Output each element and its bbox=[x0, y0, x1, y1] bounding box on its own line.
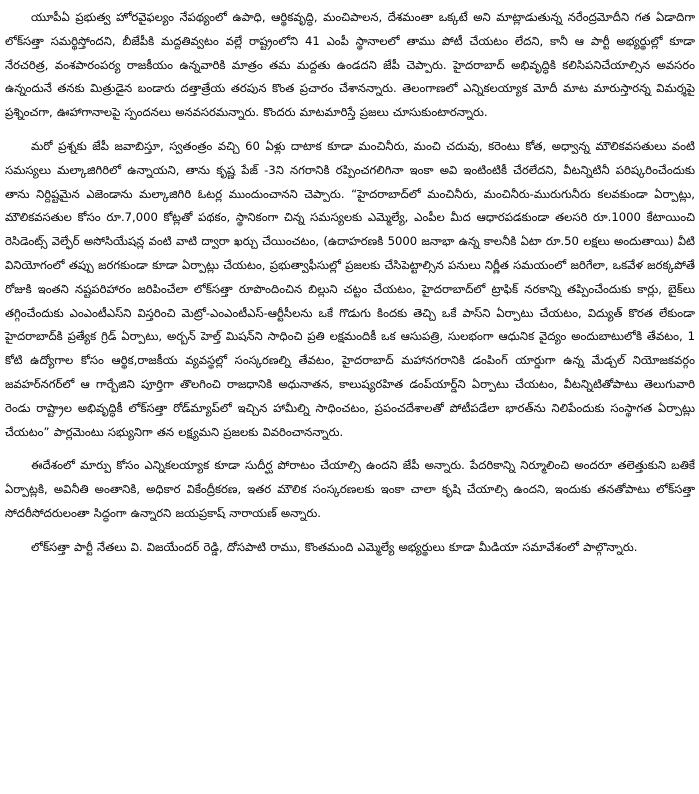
article-paragraph-4: లోక్‌సత్తా పార్టీ నేతలు వి. విజయేందర్ రెడ్డి, దోసపాటి రాము, కొంతమంది ఎమ్మెల్యే అభ్యర్థులు కూడా మీడియా సమావేశంలో పాల్గొన్నారు. bbox=[31, 539, 638, 554]
article-paragraph-1: యూపీఏ ప్రభుత్వ హోరవైఫల్యం నేపథ్యంలో ఉపాధి, ఆర్థికవృద్ధి, మంచిపాలన, దేశమంతా ఒక్కటే అని మాట్లాడుతున్న నరేంద్రమోదీని గత ఏడాదిగా లోక్‌సత్తా సమర్థిస్తోందని, బీజేపీకి మద్దతివ్వటం వల్లే రాష్ట్రంలోని 41 ఎంపీ స్థానాలలో తాము పోటీ చేయటం లేదని, కానీ ఆ పార్టీ అభ్యర్థుల్లో కూడా నేరచరిత్ర, వంశపారంపర్య రాజకీయం ఉన్నవారికి మాత్రం తమ మద్దతు ఉండదని జేపీ చెప్పారు. హైదరాబాద్ అభివృద్ధికి కలిసిపనిచేయాల్సిన అవసరం ఉన్నందునే తనకు మిత్రుడైన బండారు దత్తాత్రేయ తరపున కొంత ప్రచారం చేశానన్నారు. తెలంగాణలో ఎన్నికలయ్యాక మోదీ మాట మారుస్తారన్న విమర్శపై ప్రశ్నించగా, ఊహాగానాలపై స్పందనలు అనవసరమన్నారు. కొందరు మాటమారిస్తే ప్రజలు చూసుకుంటారన్నారు. bbox=[5, 10, 695, 120]
article-paragraph-2: మరో ప్రశ్నకు జేపీ జవాబిస్తూ, స్వతంత్రం వచ్చి 60 ఏళ్లు దాటాక కూడా మంచినీరు, మంచి చదువు, కరెంటు కోత, అధ్వాన్న మౌలికవసతులు వంటి సమస్యలు మల్కాజిగిరిలో ఉన్నాయని, తాను కృష్ణ పేజ్ -3ని నగరానికి రప్పించగలిగినా ఇంకా అవి ఇంటింటికీ చేరలేదని, వీటన్నిటినీ పరిష్కరించేందుకు తాను నిర్దిష్టమైన ఎజెండాను మల్కాజిగిరి ఓటర్ల ముందుంచానని చెప్పారు. “హైదరాబాద్‌లో మంచినీరు, మంచినీరు-మురుగునీరు కలవకుండా ఏర్పాట్లు, మౌలికవసతుల కోసం రూ.7,000 కోట్లతో పథకం, స్థానికంగా చిన్న సమస్యలకు ఎమ్మెల్యే, ఎంపీల మీద ఆధారపడకుండా తలసరి రూ.1000 కేటాయించి రెసిడెంట్స్ వెల్ఫేర్ అసోసియేషన్ల వంటి వాటి ద్వారా ఖర్చు చేయించటం, (ఉదాహరణకి 5000 జనాభా ఉన్న కాలనీకి ఏటా రూ.50 లక్షలు అందుతాయి) వీటి వినియోగంలో తప్పు జరగకుండా కూడా ఏర్పాట్లు చేయటం, ప్రభుత్వాఫీసుల్లో ప్రజలకు చేసిపెట్టాల్సిన పనులు నిర్ణీత సమయంలో జరిగేలా, ఒకవేళ జరక్కపోతే రోజుకి ఇంతని నష్టపరిహారం జరిపించేలా లోక్‌సత్తా రూపొందించిన బిల్లుని చట్టం చేయటం, హైదరాబాద్‌లో ట్రాఫిక్ నరకాన్ని తప్పించేందుకు కార్లు, బైక్‌లు తగ్గించేందుకు ఎంఎంటీఎస్‌ని విస్తరించి మెట్రో-ఎంఎంటీఎస్-ఆర్టీసీలను ఒకే గొడుగు కిందకు తెచ్చి ఒకే పాస్‌ని ఏర్పాటు చేయటం, విద్యుత్ కొరత లేకుండా హైదరాబాద్‌కి ప్రత్యేక గ్రిడ్ ఏర్పాటు, అర్బన్ హెల్త్ మిషన్‌ని సాధించి ప్రతి లక్షమందికీ ఒక ఆసుపత్రి, సులభంగా ఆధునిక వైద్యం అందుబాటులోకి తేవటం, 1 కోటి ఉద్యోగాల కోసం ఆర్థిక,రాజకీయ వ్యవస్థల్లో సంస్కరణల్ని తేవటం, హైదరాబాద్ మహానగరానికి డంపింగ్ యార్డుగా ఉన్న మేడ్చల్ నియోజకవర్గం జవహర్‌నగర్‌లో ఆ గార్బేజిని పూర్తిగా తొలగించి రాజధానికి అధునాతన, కాలుష్యరహిత డంప్‌యార్డ్‌ని ఏర్పాటు చేయటం, వీటన్నిటితోపాటు తెలుగువారి రెండు రాష్ట్రాల అభివృద్ధికీ లోక్‌సత్తా రోడ్‌మ్యాప్‌లో ఇచ్చిన హామీల్ని సాధించటం, ప్రపంచదేశాలతో పోటీపడేలా భారత్‌ను నిలిపేందుకు సంస్థాగత ఏర్పాట్లు చేయటం” పార్లమెంటు సభ్యునిగా తన లక్ష్యమని ప్రజలకు వివరించానన్నారు. bbox=[5, 138, 696, 439]
article-paragraph-3: ఈదేశంలో మార్పు కోసం ఎన్నికలయ్యాక కూడా సుదీర్ఘ పోరాటం చేయాల్సి ఉందని జేపీ అన్నారు. పేదరికాన్ని నిర్మూలించి అందరూ తలెత్తుకుని బతికే ఏర్పాట్లకి, అవినీతి అంతానికి, అధికార వికేంద్రీకరణ, ఇతర మౌలిక సంస్కరణలకు ఇంకా చాలా కృషి చేయాల్సి ఉందని, ఇందుకు తనతోపాటు లోక్‌సత్తా సోదరీసోదరులంతా సిద్ధంగా ఉన్నారని జయప్రకాష్ నారాయణ్ అన్నారు. bbox=[5, 458, 695, 520]
